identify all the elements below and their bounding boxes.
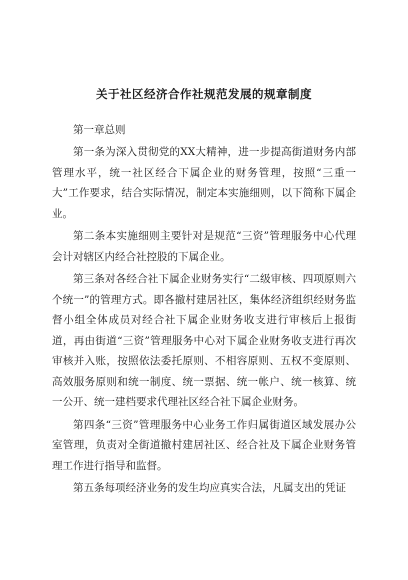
paragraph-article-1: 第一条为深入贯彻党的XX大精神，进一步提高街道财务内部管理水平，统一社区经合下属企业的财务管理，按照“三重一大”工作要求，结合实际情况，制定本实施细则，以下简称下属企业。 — [52, 146, 356, 220]
chapter-heading: 第一章总则 — [73, 124, 126, 136]
paragraph-article-4: 第四条“三资”管理服务中心业务工作归属街道区域发展办公室管理，负责对全街道撤村建居社区、经合社及下属企业财务管理工作进行指导和监督。 — [52, 418, 356, 472]
paragraph-article-5: 第五条每项经济业务的发生均应真实合法，凡属支出的凭证 — [73, 482, 346, 494]
paragraph-article-2: 第二条本实施细则主要针对是规范“三资”管理服务中心代理会计对辖区内经合社控股的下属企业。 — [52, 230, 356, 263]
paragraph-article-3: 第三条对各经合社下属企业财务实行“二级审核、四项原则六个统一”的管理方式。即各撤村建居社区，集体经济组织经财务监督小组全体成员对经合社下属企业财务收支进行审核后上报街道，再由街道“三资”管理服务中心对下属企业财务收支进行再次审核并入账，按照依法委托原则、不相容原则、五权不变原则、高效服务原则和统一制度、统一票据、统一帐户、统一核算、统一公开、统一建档要求代理社区经合社下属企业财务。 — [52, 273, 356, 408]
document-title: 关于社区经济合作社规范发展的规章制度 — [96, 87, 312, 101]
